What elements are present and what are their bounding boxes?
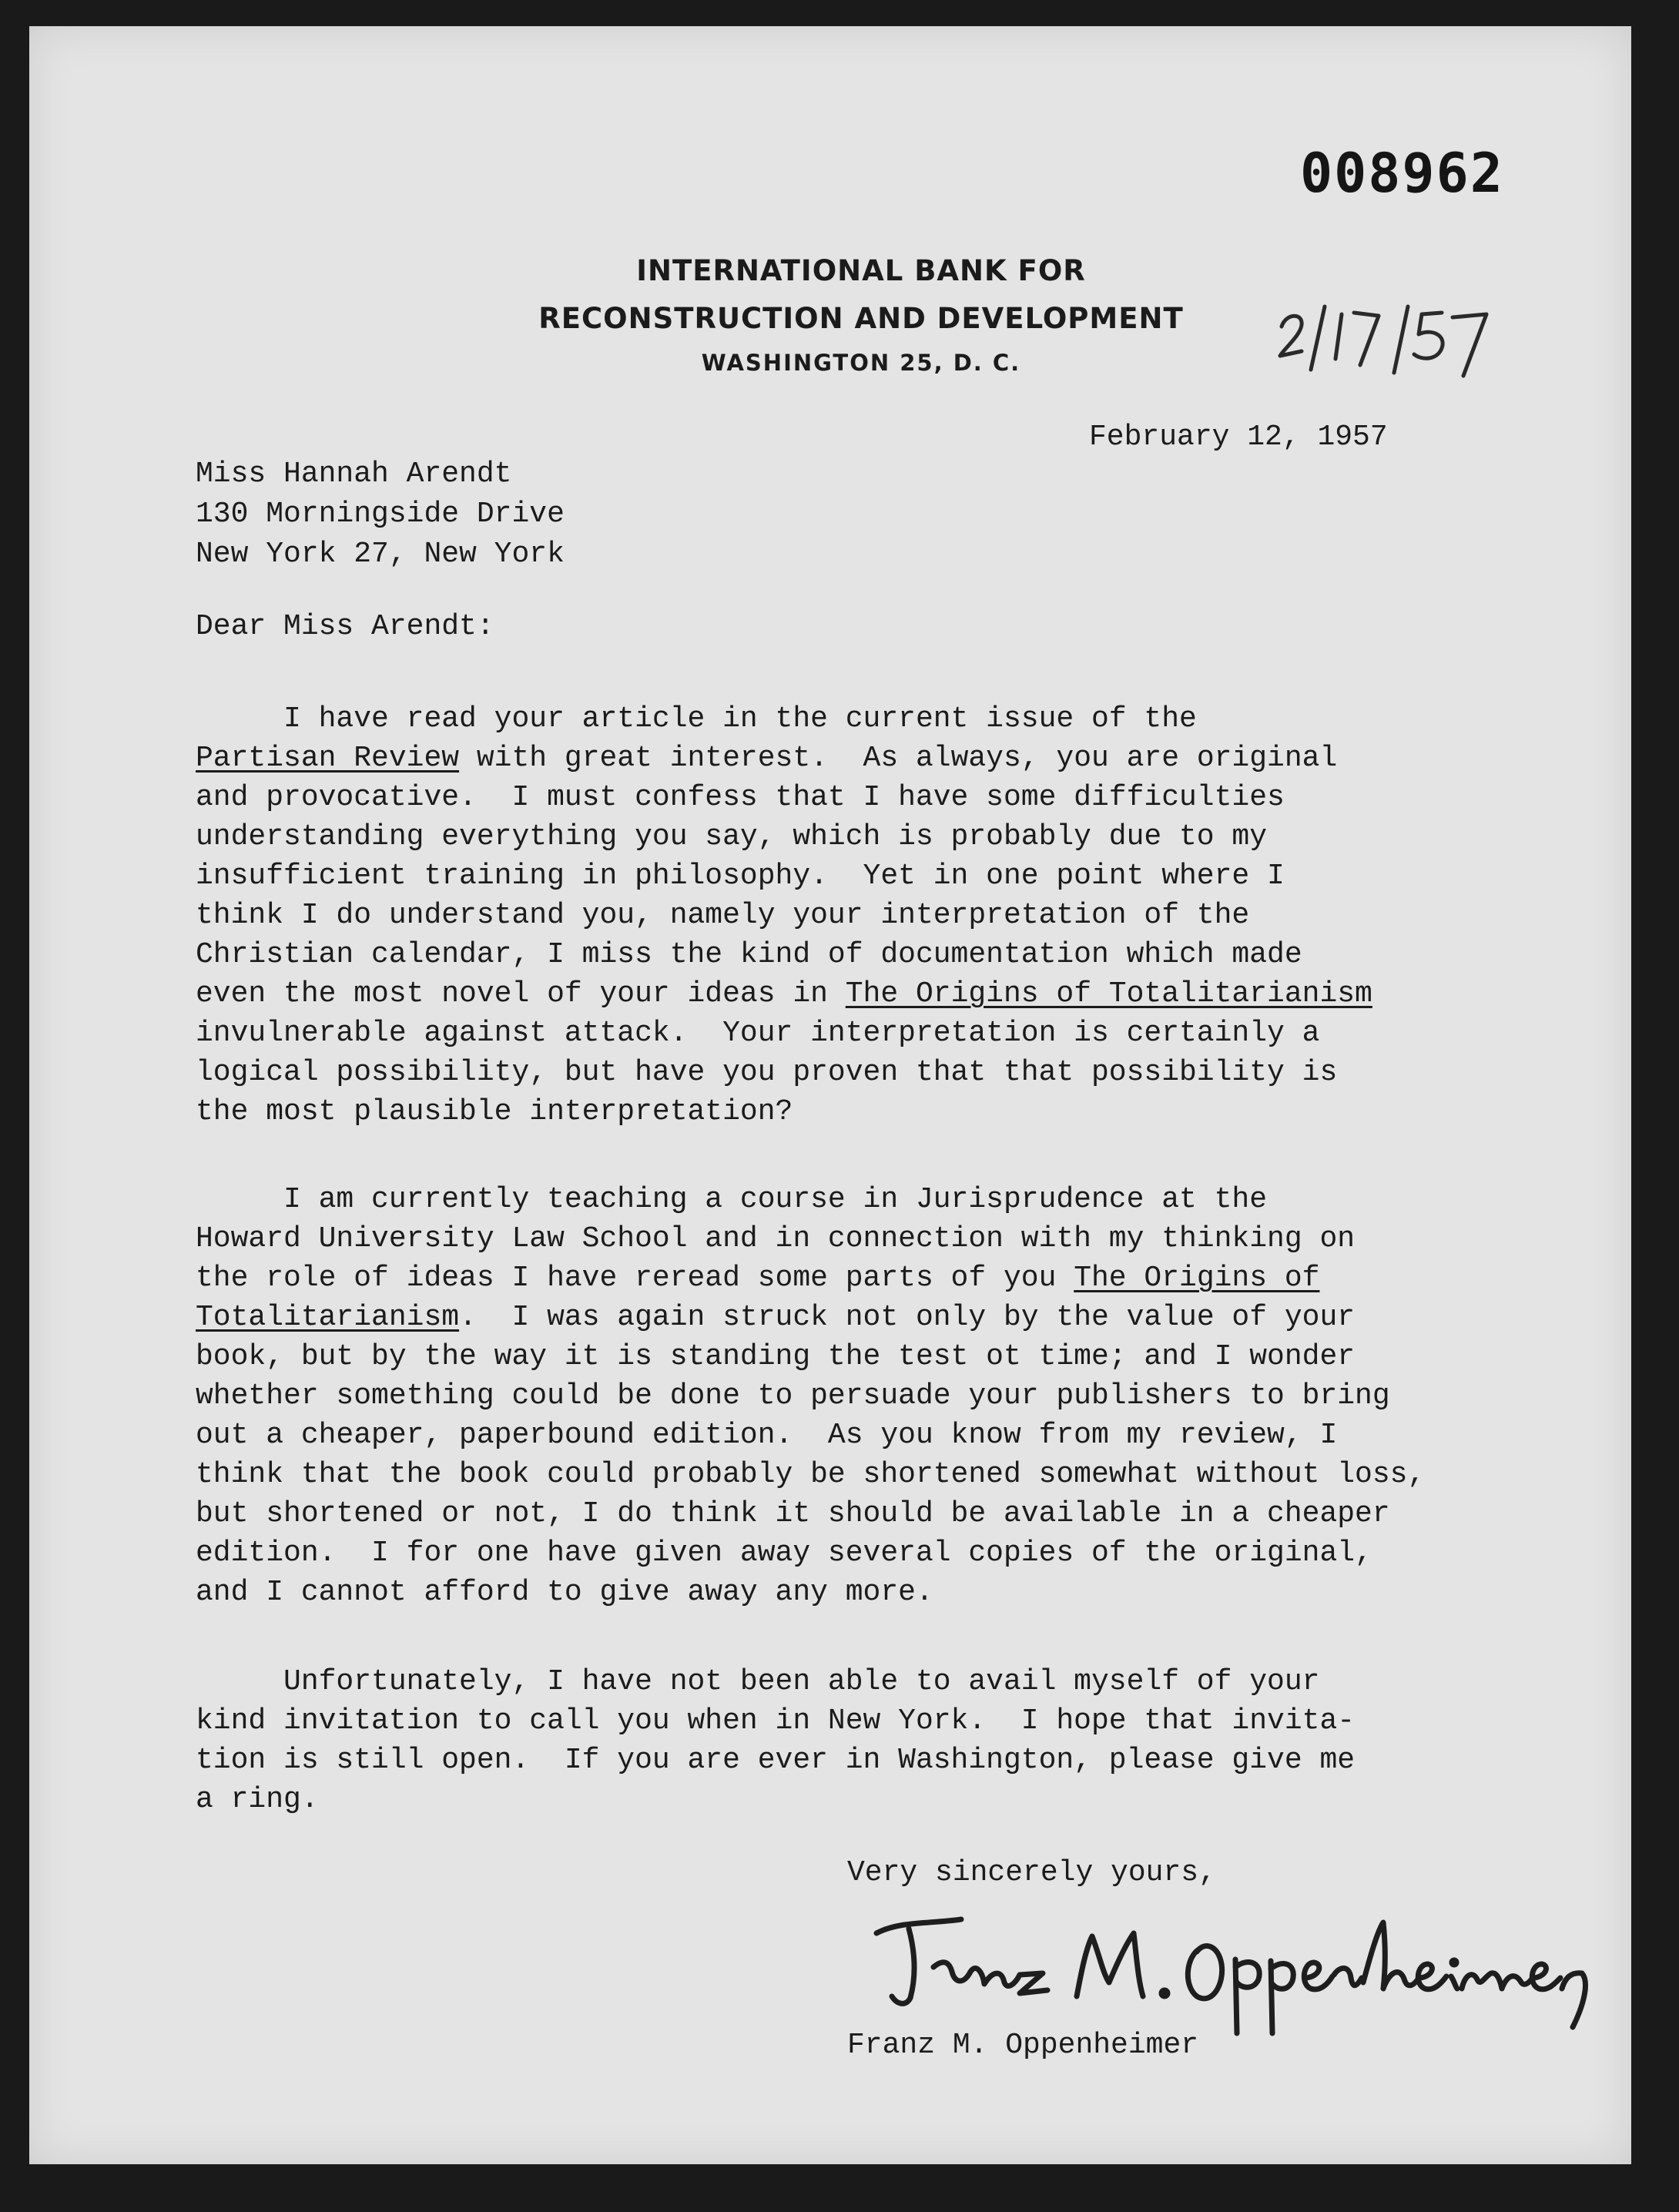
- paragraph-1-text: even the most novel of your ideas in: [196, 977, 846, 1010]
- letterhead-line-3: WASHINGTON 25, D. C.: [701, 350, 1021, 376]
- paragraph-1-line: invulnerable against attack. Your interpretation is certainly a: [196, 1017, 1320, 1050]
- recipient-name: Miss Hannah Arendt: [196, 457, 512, 491]
- paragraph-3-line: Unfortunately, I have not been able to avail myself of your: [196, 1665, 1320, 1698]
- recipient-street: 130 Morningside Drive: [196, 498, 565, 531]
- paragraph-2-line: and I cannot afford to give away any more.: [196, 1576, 933, 1609]
- paragraph-2-line: [196, 1298, 1582, 1337]
- paragraph-2-line: book, but by the way it is standing the test ot time; and I wonder: [196, 1340, 1356, 1373]
- paragraph-1-line: insufficient training in philosophy. Yet in one point where I: [196, 860, 1285, 893]
- paragraph-1-line: think I do understand you, namely your interpretation of the: [196, 899, 1250, 932]
- paragraph-1-line: understanding everything you say, which is probably due to my: [196, 820, 1268, 853]
- paragraph-1-line: logical possibility, but have you proven that that possibility is: [196, 1056, 1338, 1089]
- letter-page: [29, 26, 1631, 2164]
- paragraph-1-line: [196, 739, 1582, 778]
- paragraph-1-text: with great interest. As always, you are original: [459, 742, 1338, 775]
- document-number: 008962: [1300, 142, 1504, 205]
- salutation: Dear Miss Arendt:: [196, 610, 494, 643]
- paragraph-1-line: [196, 974, 1582, 1014]
- paragraph-1-line: the most plausible interpretation?: [196, 1095, 793, 1128]
- paragraph-2-line: think that the book could probably be shortened somewhat without loss,: [196, 1458, 1426, 1491]
- paragraph-3-line: a ring.: [196, 1783, 319, 1816]
- paragraph-2: [196, 1180, 1582, 1612]
- paragraph-3-line: tion is still open. If you are ever in Washington, please give me: [196, 1744, 1356, 1777]
- paragraph-2-line: [196, 1258, 1582, 1298]
- letter-date: February 12, 1957: [1089, 421, 1388, 454]
- paragraph-3-line: kind invitation to call you when in New York. I hope that invita-: [196, 1704, 1356, 1738]
- paragraph-2-line: I am currently teaching a course in Jurisprudence at the: [196, 1183, 1268, 1216]
- signer-name: Franz M. Oppenheimer: [847, 2029, 1199, 2062]
- paragraph-2-line: but shortened or not, I do think it should be available in a cheaper: [196, 1497, 1390, 1530]
- paragraph-2-line: edition. I for one have given away several copies of the original,: [196, 1537, 1372, 1570]
- paragraph-1-line: Christian calendar, I miss the kind of documentation which made: [196, 938, 1302, 971]
- paragraph-2-text: . I was again struck not only by the value of your: [459, 1301, 1356, 1334]
- recipient-city: New York 27, New York: [196, 538, 565, 571]
- paragraph-1-line: I have read your article in the current issue of the: [196, 702, 1197, 736]
- book-title: The Origins of Totalitarianism: [845, 977, 1372, 1010]
- paragraph-2-line: Howard University Law School and in connection with my thinking on: [196, 1222, 1356, 1255]
- closing: Very sincerely yours,: [847, 1856, 1216, 1889]
- handwritten-date: [1271, 296, 1502, 388]
- book-title: The Origins of: [1074, 1262, 1320, 1295]
- paragraph-3: [196, 1662, 1582, 1819]
- letterhead-line-2: RECONSTRUCTION AND DEVELOPMENT: [538, 302, 1184, 335]
- paragraph-1-line: and provocative. I must confess that I have some difficulties: [196, 781, 1285, 814]
- paragraph-2-line: whether something could be done to persuade your publishers to bring: [196, 1379, 1390, 1413]
- letterhead-line-1: INTERNATIONAL BANK FOR: [636, 254, 1086, 287]
- paragraph-1: [196, 699, 1582, 1131]
- paragraph-2-text: the role of ideas I have reread some parts of you: [196, 1262, 1074, 1295]
- recipient-address: [196, 454, 565, 575]
- journal-title: Partisan Review: [196, 742, 460, 775]
- paragraph-2-line: out a cheaper, paperbound edition. As you know from my review, I: [196, 1419, 1338, 1452]
- book-title: Totalitarianism: [196, 1301, 460, 1334]
